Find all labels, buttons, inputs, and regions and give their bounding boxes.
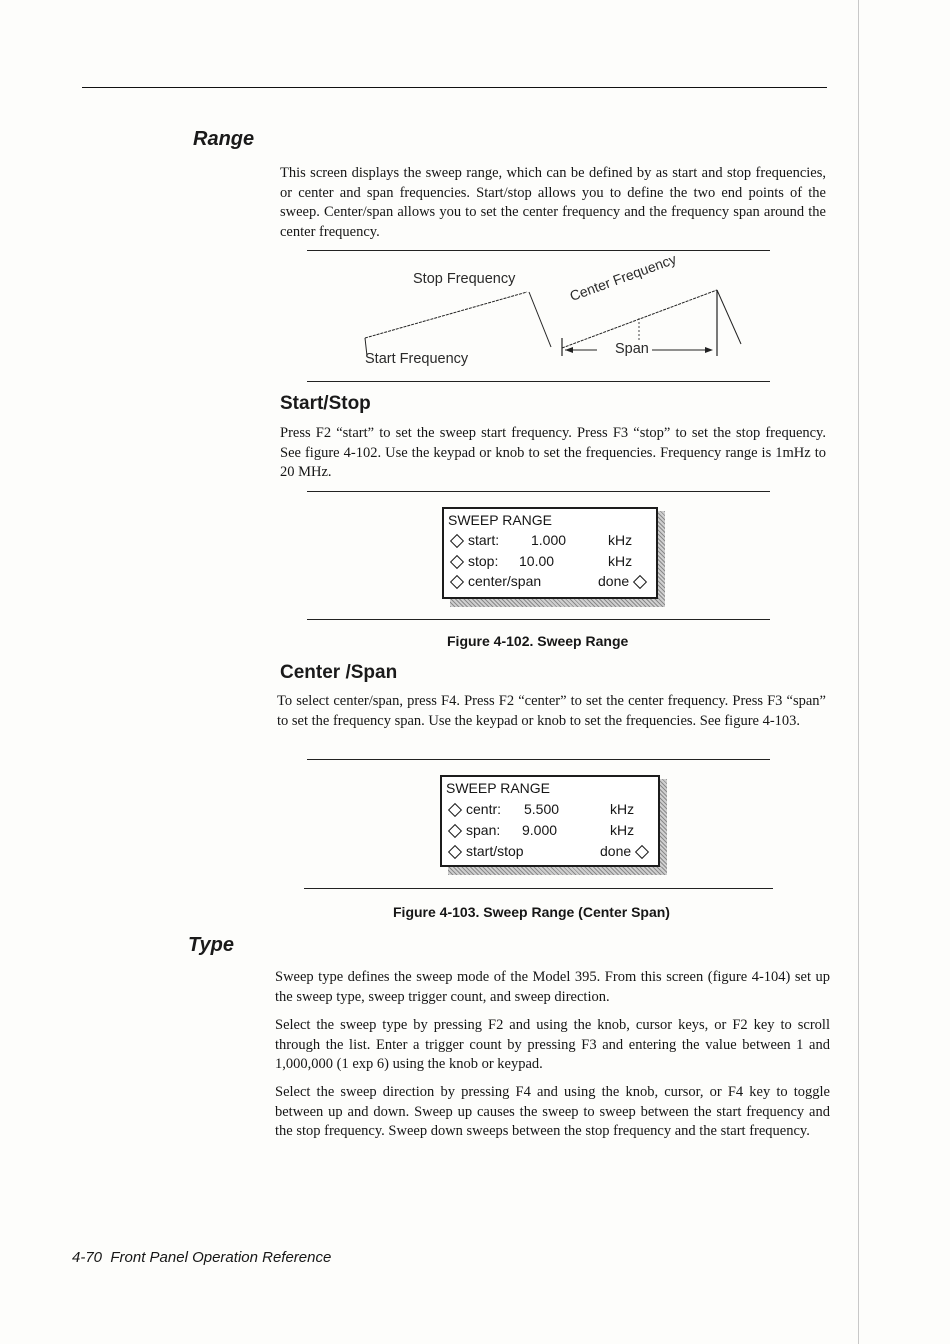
stop-frequency-label: Stop Frequency [413,271,516,287]
start-value: 1.000 [531,532,567,548]
start-stop-option: start/stop [466,843,524,859]
figure-102-top-rule [307,491,770,492]
range-paragraph: This screen displays the sweep range, which can be defined by as start and stop frequencies, or center and span frequencies. Start/stop allows you to define the two end points of the sweep. Center/span allows you to set the center frequency and the frequency span around the center frequency. [280,165,826,240]
footer-title: Front Panel Operation Reference [110,1249,332,1266]
screen-shadow-right [658,511,665,607]
start-label: start: [468,532,500,548]
screen-title: SWEEP RANGE [448,512,552,528]
page-footer [72,1249,331,1266]
start-stop-sweep-line [365,292,527,338]
diamond-icon [448,845,462,859]
stop-unit: kHz [608,553,633,569]
stop-label: stop: [468,553,499,569]
center-span-option: center/span [468,573,542,589]
mode-row [448,573,630,589]
stop-drop-line [529,292,551,347]
start-stop-paragraph: Press F2 “start” to set the sweep start frequency. Press F3 “stop” to set the stop frequency. See figure 4-102. Use the keypad or knob to set the frequencies. Frequency range is 1mHz to 20 MHz. [280,425,826,480]
span-value: 9.000 [522,822,558,838]
diagram-bottom-rule [307,381,770,382]
mode-row [446,843,632,859]
done-option: done [598,573,651,589]
start-unit: kHz [608,532,633,548]
start-row [448,532,633,548]
start-stop-heading: Start/Stop [280,393,371,414]
screen-title: SWEEP RANGE [446,780,550,796]
range-heading: Range [193,128,255,150]
span-unit: kHz [610,822,635,838]
screen-shadow-bottom [448,867,667,875]
center-span-paragraph: To select center/span, press F4. Press F2 “center” to set the center frequency. Press F3 “span” to set the frequency span. Use the keypad or knob to set the frequencies. See figure 4-103. [277,693,826,729]
screen-shadow-bottom [450,599,665,607]
diagram-top-rule [307,250,770,251]
figure-103-caption: Figure 4-103. Sweep Range (Center Span) [393,904,670,920]
span-right-diag [717,290,741,344]
figure-102-bottom-rule [307,619,770,620]
stop-row [448,553,633,569]
top-rule [82,87,827,88]
span-row [446,822,635,838]
diamond-icon [633,575,647,589]
diamond-icon [448,803,462,817]
center-label: centr: [466,801,502,817]
center-span-heading: Center /Span [280,662,398,683]
center-value: 5.500 [524,801,560,817]
figure-103-top-rule [307,759,770,760]
screen-shadow-right [660,779,667,875]
stop-value: 10.00 [519,553,555,569]
diamond-icon [450,555,464,569]
figure-103-screen [440,775,660,867]
span-arrow-left-head [565,347,573,353]
type-heading: Type [188,934,234,956]
figure-102-caption: Figure 4-102. Sweep Range [447,633,629,649]
diamond-icon [450,534,464,548]
type-paragraph-3: Select the sweep direction by pressing F4 and using the knob, cursor, or F4 key to toggle between up and down. Sweep up causes the sweep to sweep between the start frequency and the stop frequency. Sweep down sweeps between the stop frequency and the start frequency. [275,1084,830,1139]
done-option: done [600,843,653,859]
range-diagram [307,252,770,380]
start-frequency-label: Start Frequency [365,351,469,367]
figure-102-screen [442,507,658,599]
span-arrow-right-head [705,347,713,353]
type-paragraph-1: Sweep type defines the sweep mode of the Model 395. From this screen (figure 4-104) set up the sweep type, sweep trigger count, and sweep direction. [275,969,830,1005]
span-label: Span [615,341,649,357]
type-paragraph-2: Select the sweep type by pressing F2 and using the knob, cursor keys, or F2 key to scroll through the list. Enter a trigger count by pressing F3 and entering the value between 1 and 1,000,000 (1 exp 6) using the knob or keypad. [275,1017,830,1072]
center-frequency-label: Center Frequency [567,250,679,304]
span-row-label: span: [466,822,501,838]
margin-line [858,0,859,1344]
diamond-icon [450,575,464,589]
page-number: 4-70 [72,1249,103,1266]
diamond-icon [635,845,649,859]
figure-103-bottom-rule [304,888,773,889]
center-row [446,801,635,817]
diamond-icon [448,824,462,838]
center-unit: kHz [610,801,635,817]
